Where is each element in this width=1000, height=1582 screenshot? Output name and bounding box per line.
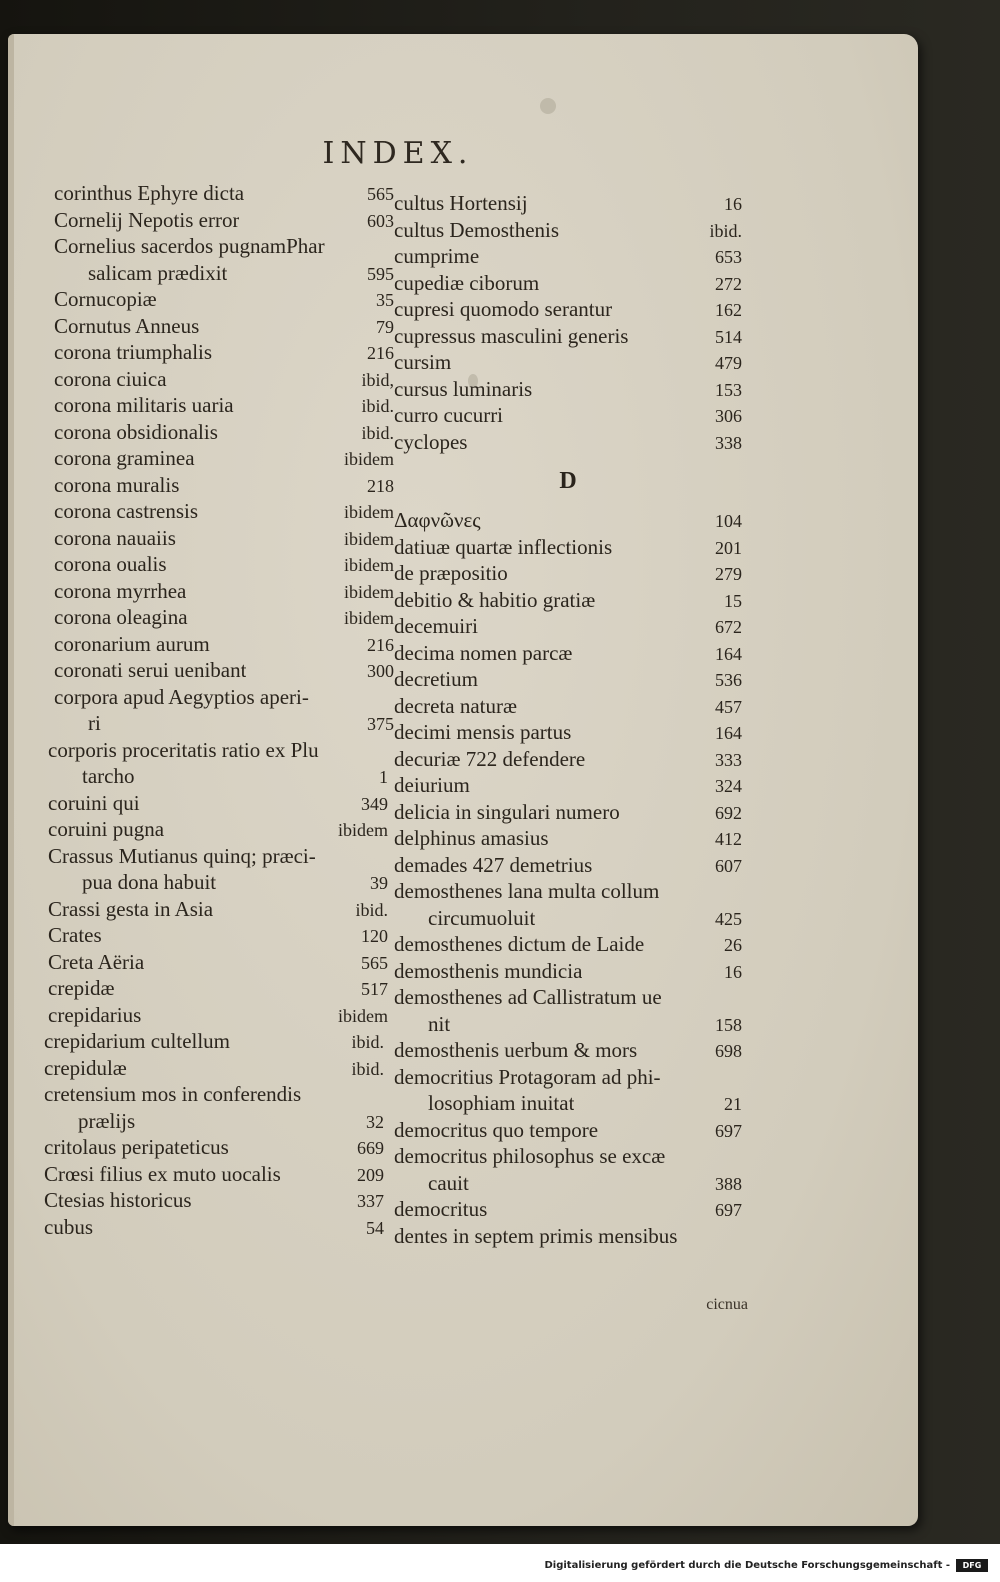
page-reference: 216 <box>367 634 394 655</box>
index-entry <box>394 1170 742 1197</box>
index-entry <box>394 243 742 270</box>
page-reference: ibidem <box>344 449 394 469</box>
page-reference: 333 <box>715 749 742 770</box>
page-reference: ibidem <box>344 581 394 602</box>
page-reference: 517 <box>361 979 388 999</box>
index-term: debitio & habitio gratiæ <box>394 587 596 612</box>
index-term: cubus <box>44 1214 93 1239</box>
index-entry <box>394 1011 742 1038</box>
index-entry <box>54 631 394 658</box>
dfg-logo: DFG <box>956 1559 988 1572</box>
index-term: demades 427 demetrius <box>394 852 593 877</box>
index-term: Crates <box>48 923 102 947</box>
index-entry <box>394 719 742 746</box>
page-reference: 536 <box>715 670 742 690</box>
page-reference: 514 <box>715 326 742 347</box>
index-term: Crassi gesta in Asia <box>48 896 214 921</box>
index-entry <box>394 507 742 534</box>
index-term: corona oualis <box>54 552 167 576</box>
index-term: tarcho <box>82 764 135 788</box>
index-entry <box>44 1055 384 1082</box>
page-reference: 21 <box>724 1094 742 1114</box>
index-entry <box>394 534 742 561</box>
index-entry <box>394 613 742 640</box>
index-term: crepidarium cultellum <box>44 1029 231 1053</box>
index-entry <box>54 498 394 525</box>
index-term: datiuæ quartæ inflectionis <box>394 534 613 559</box>
index-term: corona ciuica <box>54 366 167 391</box>
index-entry <box>44 1028 384 1055</box>
page-reference: 1 <box>379 767 388 787</box>
page-reference: 324 <box>715 776 742 796</box>
page-reference: 306 <box>715 406 742 426</box>
index-entry <box>48 737 388 764</box>
page-reference: ibid. <box>351 1032 384 1052</box>
page-reference: ibidem <box>338 820 388 840</box>
page-reference: 26 <box>724 935 742 955</box>
page-reference: ibidem <box>344 502 394 522</box>
page-reference: 338 <box>715 432 742 453</box>
index-entry <box>48 975 388 1002</box>
index-entry <box>394 984 742 1011</box>
index-entry <box>48 843 388 870</box>
index-term: corona nauaiis <box>54 525 176 550</box>
page-reference: 279 <box>715 564 742 584</box>
index-entry <box>394 1064 742 1091</box>
page-reference: 54 <box>366 1217 384 1238</box>
index-entry <box>394 905 742 932</box>
index-entry <box>44 1214 384 1241</box>
page-reference: 300 <box>367 661 394 681</box>
page-reference: 32 <box>366 1111 384 1132</box>
index-term: corona myrrhea <box>54 578 187 603</box>
index-term: demosthenis mundicia <box>394 958 583 983</box>
index-term: cumprime <box>394 244 480 268</box>
index-entry <box>48 896 388 923</box>
index-entry <box>54 604 394 631</box>
page-reference: 16 <box>724 961 742 982</box>
index-entry <box>48 922 388 949</box>
index-entry <box>54 366 394 393</box>
index-entry <box>54 684 394 711</box>
page-stain <box>540 98 556 114</box>
index-entry <box>54 286 394 313</box>
index-term: losophiam inuitat <box>428 1091 575 1115</box>
index-term: cupressus masculini generis <box>394 323 629 348</box>
footer-credit: Digitalisierung gefördert durch die Deutsche Forschungsgemeinschaft - <box>544 1560 950 1571</box>
page-reference: ibidem <box>344 528 394 549</box>
page-reference: 565 <box>361 952 388 973</box>
page-reference: ibid. <box>709 220 742 241</box>
index-term: coronarium aurum <box>54 631 210 656</box>
book-page <box>8 34 918 1526</box>
page-reference: 388 <box>715 1173 742 1194</box>
index-term: crepidæ <box>48 976 115 1000</box>
page-reference: 16 <box>724 194 742 214</box>
index-entry <box>54 233 394 260</box>
index-term: crepidulæ <box>44 1055 127 1080</box>
page-reference: 120 <box>361 926 388 946</box>
page-reference: 479 <box>715 353 742 373</box>
page-reference: 104 <box>715 511 742 531</box>
index-entry <box>394 587 742 614</box>
index-entry <box>394 429 742 456</box>
index-term: Cornelius sacerdos pugnamPhar <box>54 234 325 258</box>
page-reference: ibidem <box>338 1005 388 1026</box>
page-reference: 697 <box>715 1120 742 1141</box>
index-entry <box>48 949 388 976</box>
page-reference: 412 <box>715 829 742 849</box>
page-reference: 79 <box>376 316 394 337</box>
index-entry <box>394 878 742 905</box>
page-reference: 653 <box>715 247 742 267</box>
page-reference: 698 <box>715 1041 742 1061</box>
index-term: democritus quo tempore <box>394 1117 599 1142</box>
index-term: corona castrensis <box>54 499 199 523</box>
index-entry <box>54 578 394 605</box>
page-reference: 337 <box>357 1191 384 1211</box>
page-reference: 15 <box>724 590 742 611</box>
page-reference: ibid. <box>361 422 394 443</box>
index-term: nit <box>428 1011 451 1036</box>
page-reference: 457 <box>715 696 742 717</box>
index-entry <box>394 296 742 323</box>
page-reference: ibid. <box>351 1058 384 1079</box>
index-entry <box>394 799 742 826</box>
page-reference: ibid, <box>361 369 394 390</box>
index-entry <box>54 419 394 446</box>
index-term: prælijs <box>78 1108 136 1133</box>
index-term: Crassus Mutianus quinq; præci- <box>48 843 316 868</box>
index-term: decemuiri <box>394 614 478 638</box>
page-reference: ibid. <box>355 899 388 920</box>
index-term: demosthenis uerbum & mors <box>394 1038 638 1062</box>
page-reference: ibid. <box>361 396 394 416</box>
page-reference: 164 <box>715 643 742 664</box>
index-term: crepidarius <box>48 1002 142 1027</box>
index-entry <box>54 472 394 499</box>
page-reference: 216 <box>367 343 394 363</box>
page-reference: 697 <box>715 1200 742 1220</box>
index-entry <box>54 180 394 207</box>
index-entry <box>54 339 394 366</box>
index-entry <box>54 313 394 340</box>
index-entry <box>394 1037 742 1064</box>
page-reference: 669 <box>357 1138 384 1158</box>
page-reference: 164 <box>715 723 742 743</box>
index-term: cretensium mos in conferendis <box>44 1082 302 1106</box>
index-term: demosthenes dictum de Laide <box>394 932 645 956</box>
index-entry <box>48 869 388 896</box>
index-entry <box>48 816 388 843</box>
page-reference: 607 <box>715 855 742 876</box>
index-term: Δαφνῶνες <box>394 508 481 532</box>
index-term: de præpositio <box>394 561 508 585</box>
page-reference: 209 <box>357 1164 384 1185</box>
index-term: delphinus amasius <box>394 826 549 850</box>
index-term: circumuoluit <box>428 905 536 930</box>
section-letter: D <box>559 468 577 494</box>
index-column-left <box>44 180 394 1240</box>
index-term: decima nomen parcæ <box>394 640 573 665</box>
page-reference: 39 <box>370 873 388 893</box>
index-term: corona muralis <box>54 472 180 497</box>
index-term: coronati serui uenibant <box>54 658 247 682</box>
index-term: cupresi quomodo serantur <box>394 297 613 321</box>
index-entry <box>394 217 742 244</box>
index-term: Cornucopiæ <box>54 287 157 311</box>
index-entry <box>394 958 742 985</box>
page-edge <box>8 34 14 1526</box>
page-reference: 349 <box>361 793 388 814</box>
page-reference: 565 <box>367 184 394 204</box>
index-term: Crœsi filius ex muto uocalis <box>44 1161 281 1186</box>
index-entry <box>394 772 742 799</box>
index-entry <box>54 710 394 737</box>
index-entry <box>394 270 742 297</box>
index-term: corona graminea <box>54 446 195 470</box>
page-reference: 595 <box>367 263 394 284</box>
page-reference: 218 <box>367 475 394 496</box>
index-entry <box>394 190 742 217</box>
page-reference: 425 <box>715 908 742 929</box>
index-entry <box>394 693 742 720</box>
index-entry <box>44 1081 384 1108</box>
index-entry <box>48 763 388 790</box>
index-entry <box>394 323 742 350</box>
index-term: critolaus peripateticus <box>44 1135 229 1159</box>
index-entry <box>44 1134 384 1161</box>
index-term: ri <box>88 711 101 735</box>
index-term: demosthenes ad Callistratum ue <box>394 985 662 1009</box>
index-term: delicia in singulari numero <box>394 799 620 824</box>
page-reference: 603 <box>367 210 394 231</box>
index-term: democritius Protagoram ad phi- <box>394 1064 661 1089</box>
index-term: cultus Hortensij <box>394 191 528 215</box>
index-term: Cornelij Nepotis error <box>54 207 240 232</box>
index-entry <box>54 525 394 552</box>
index-entry <box>394 746 742 773</box>
index-entry <box>44 1108 384 1135</box>
index-entry <box>394 1196 742 1223</box>
index-term: corona obsidionalis <box>54 419 218 444</box>
index-entry <box>394 666 742 693</box>
index-term: decreta naturæ <box>394 693 518 718</box>
index-term: democritus <box>394 1197 488 1221</box>
index-entry <box>394 376 742 403</box>
index-term: corporis proceritatis ratio ex Plu <box>48 737 319 762</box>
index-term: corona oleagina <box>54 605 188 629</box>
index-term: cauit <box>428 1170 469 1195</box>
index-term: corona triumphalis <box>54 340 213 364</box>
page-reference: 158 <box>715 1014 742 1035</box>
page-reference: ibidem <box>344 555 394 575</box>
index-term: Ctesias historicus <box>44 1188 192 1212</box>
index-entry <box>394 640 742 667</box>
index-entry <box>48 790 388 817</box>
page-title: INDEX. <box>322 136 474 171</box>
index-term: corona militaris uaria <box>54 393 234 417</box>
index-entry <box>394 1117 742 1144</box>
index-term: Creta Aëria <box>48 949 145 974</box>
index-term: corpora apud Aegyptios aperi- <box>54 684 309 709</box>
index-entry <box>44 1187 384 1214</box>
index-term: decretium <box>394 667 478 691</box>
page-reference: 375 <box>367 714 394 734</box>
index-term: deiurium <box>394 773 470 797</box>
index-term: cultus Demosthenis <box>394 217 560 242</box>
page-reference: ibidem <box>344 608 394 628</box>
index-entry <box>54 551 394 578</box>
index-term: Cornutus Anneus <box>54 313 200 338</box>
index-term: curro cucurri <box>394 403 504 427</box>
index-term: decimi mensis partus <box>394 720 572 744</box>
index-entry <box>394 560 742 587</box>
index-term: dentes in septem primis mensibus <box>394 1223 678 1248</box>
index-entry <box>394 1143 742 1170</box>
page-reference: 35 <box>376 290 394 310</box>
index-entry <box>394 1223 742 1250</box>
index-term: coruini qui <box>48 790 140 815</box>
index-entry <box>54 657 394 684</box>
index-term: decuriæ 722 defendere <box>394 746 586 771</box>
footer-bar <box>0 1544 1000 1582</box>
index-entry <box>54 207 394 234</box>
index-entry <box>54 260 394 287</box>
index-entry <box>394 349 742 376</box>
page-reference: 153 <box>715 379 742 400</box>
page-reference: 272 <box>715 273 742 294</box>
page-reference: 162 <box>715 300 742 320</box>
index-entry <box>394 402 742 429</box>
index-column-right <box>394 190 742 1249</box>
page-reference: 201 <box>715 537 742 558</box>
index-entry <box>394 825 742 852</box>
index-term: coruini pugna <box>48 817 165 841</box>
index-term: cyclopes <box>394 429 468 454</box>
index-term: democritus philosophus se excæ <box>394 1144 666 1168</box>
index-entry <box>394 852 742 879</box>
page-reference: 672 <box>715 617 742 637</box>
index-term: cursus luminaris <box>394 376 533 401</box>
page-reference: 692 <box>715 802 742 823</box>
index-entry <box>54 392 394 419</box>
index-entry <box>44 1161 384 1188</box>
index-term: cupediæ ciborum <box>394 270 540 295</box>
index-term: salicam prædixit <box>88 260 228 285</box>
index-entry <box>48 1002 388 1029</box>
index-term: cursim <box>394 350 452 374</box>
index-entry <box>54 445 394 472</box>
index-term: demosthenes lana multa collum <box>394 879 660 903</box>
index-term: corinthus Ephyre dicta <box>54 181 245 205</box>
index-entry <box>394 1090 742 1117</box>
catchword: cicnua <box>706 1296 748 1313</box>
index-term: pua dona habuit <box>82 870 217 894</box>
index-entry <box>394 931 742 958</box>
